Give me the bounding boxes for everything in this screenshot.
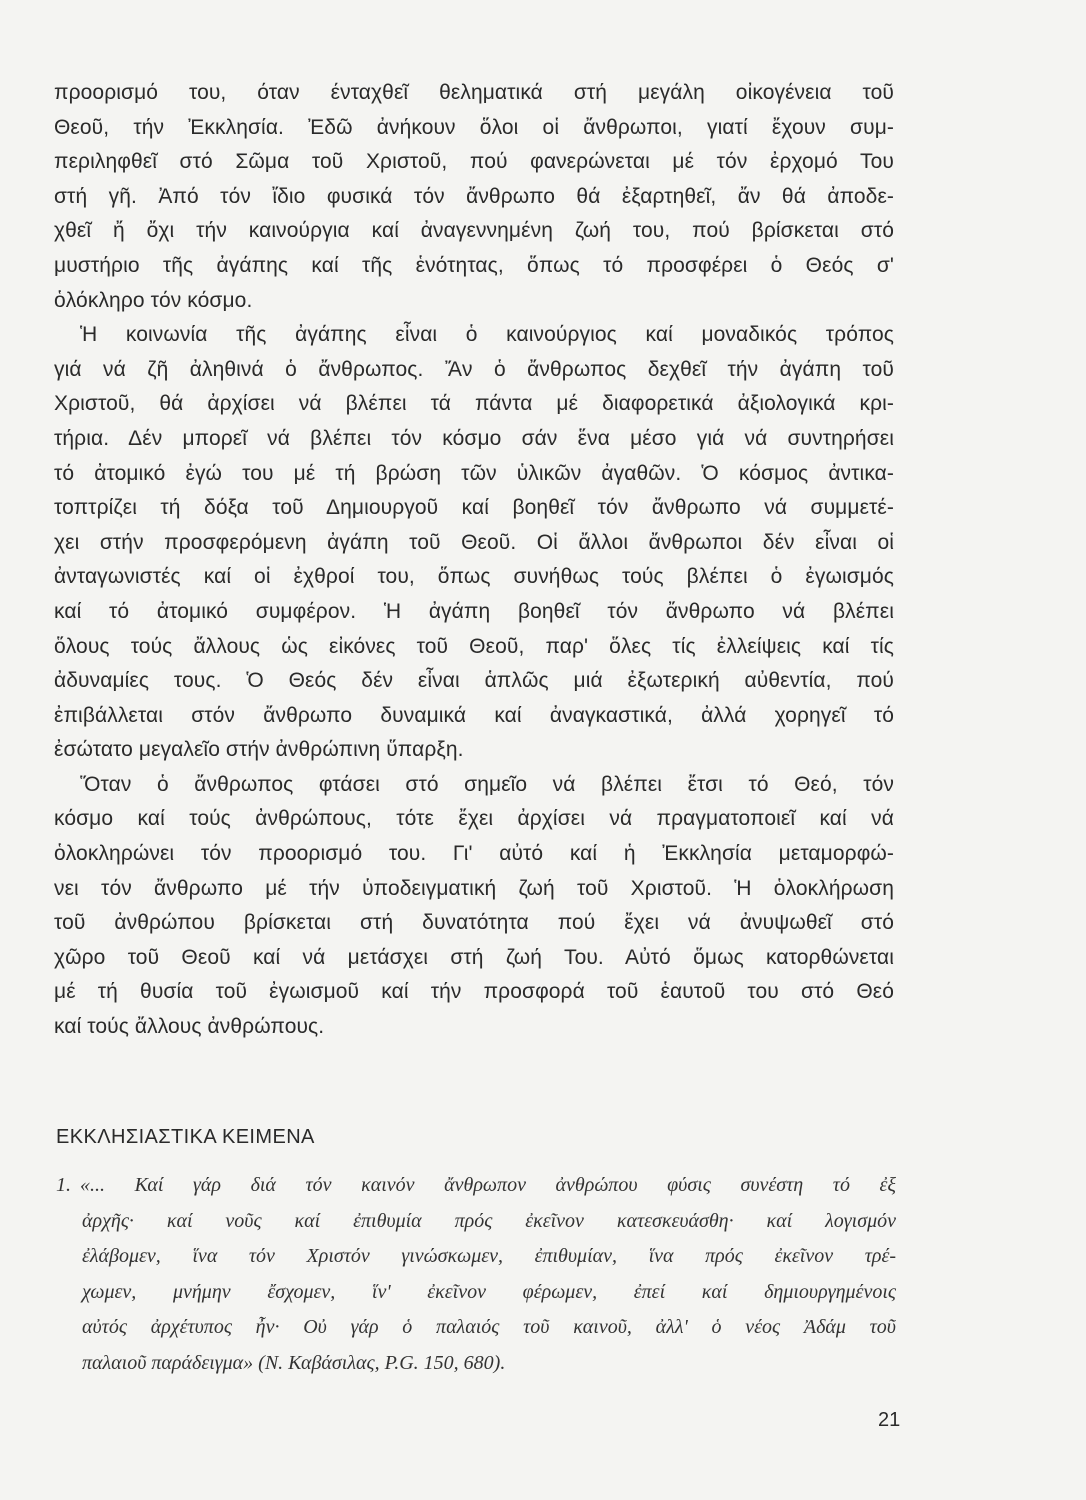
paragraph-line: τοπτρίζει τή δόξα τοῦ Δημιουργοῦ καί βοηθεῖ τόν ἄνθρωπο νά συμμετέ- <box>54 496 894 520</box>
quote-line-text: «... Καί γάρ διά τόν καινόν ἄνθρωπον ἀνθρώπου φύσις συνέστη τό ἐξ <box>80 1174 896 1196</box>
paragraph-line: Χριστοῦ, θά ἀρχίσει νά βλέπει τά πάντα μέ διαφορετικά ἀξιολογικά κρι- <box>54 392 894 416</box>
paragraph-line: ἀνταγωνιστές καί οἱ ἐχθροί του, ὅπως συνήθως τούς βλέπει ὁ ἐγωισμός <box>54 565 894 589</box>
paragraph-line: στή γῆ. Ἀπό τόν ἴδιο φυσικά τόν ἄνθρωπο θά ἐξαρτηθεῖ, ἄν θά ἀποδε- <box>54 184 894 208</box>
paragraph-line: νει τόν ἄνθρωπο μέ τήν ὑποδειγματική ζωή τοῦ Χριστοῦ. Ἡ ὁλοκλήρωση <box>54 876 894 900</box>
paragraph-line: καί τό ἀτομικό συμφέρον. Ἡ ἀγάπη βοηθεῖ τόν ἄνθρωπο νά βλέπει <box>54 599 894 623</box>
paragraph-line: χει στήν προσφερόμενη ἀγάπη τοῦ Θεοῦ. Οἱ ἄλλοι ἄνθρωποι δέν εἶναι οἱ <box>54 530 894 554</box>
paragraph-line: Θεοῦ, τήν Ἐκκλησία. Ἐδῶ ἀνήκουν ὅλοι οἱ ἄνθρωποι, γιατί ἔχουν συμ- <box>54 115 894 139</box>
paragraph-line: γιά νά ζῆ ἀληθινά ὁ ἄνθρωπος. Ἄν ὁ ἄνθρωπος δεχθεῖ τήν ἀγάπη τοῦ <box>54 357 894 381</box>
paragraph-line: μέ τή θυσία τοῦ ἐγωισμοῦ καί τήν προσφορά τοῦ ἑαυτοῦ του στό Θεό <box>54 980 894 1004</box>
quote-line: αὐτός ἀρχέτυπος ἦν· Οὐ γάρ ὁ παλαιός τοῦ καινοῦ, ἀλλ' ὁ νέος Ἀδάμ τοῦ <box>82 1316 896 1338</box>
quote-line: παλαιοῦ παράδειγμα» (Ν. Καβάσιλας, P.G. 150, 680). <box>82 1351 506 1374</box>
paragraph-line: ὁλόκληρο τόν κόσμο. <box>54 288 253 312</box>
paragraph-line: Ὅταν ὁ ἄνθρωπος φτάσει στό σημεῖο νά βλέπει ἔτσι τό Θεό, τόν <box>80 772 894 796</box>
paragraph-line: προορισμό του, όταν ένταχθεῖ θεληματικά στή μεγάλη οἰκογένεια τοῦ <box>54 81 894 104</box>
quote-line <box>56 1168 896 1204</box>
paragraph-line: καί τούς ἄλλους ἀνθρώπους. <box>54 1015 325 1039</box>
quote-number: 1. <box>56 1174 71 1196</box>
paragraph-line: Ἡ κοινωνία τῆς ἀγάπης εἶναι ὁ καινούργιος καί μοναδικός τρόπος <box>80 323 894 347</box>
paragraph-line: τοῦ ἀνθρώπου βρίσκεται στή δυνατότητα πού ἔχει νά ἀνυψωθεῖ στό <box>54 911 894 935</box>
paragraph-line: ἐσώτατο μεγαλεῖο στήν ἀνθρώπινη ὕπαρξη. <box>54 738 464 762</box>
paragraph-line: ἐπιβάλλεται στόν ἄνθρωπο δυναμικά καί ἀναγκαστικά, ἀλλά χορηγεῖ τό <box>54 703 894 727</box>
paragraph-line: κόσμο καί τούς ἀνθρώπους, τότε ἔχει ἀρχίσει νά πραγματοποιεῖ καί νά <box>54 807 894 831</box>
paragraph-line: ἀδυναμίες τους. Ὁ Θεός δέν εἶναι ἁπλῶς μιά ἐξωτερική αὐθεντία, πού <box>54 669 894 693</box>
paragraph-line: μυστήριο τῆς ἀγάπης καί τῆς ἑνότητας, ὅπως τό προσφέρει ὁ Θεός σ' <box>54 253 894 277</box>
section-heading: ΕΚΚΛΗΣΙΑΣΤΙΚΑ ΚΕΙΜΕΝΑ <box>56 1126 315 1148</box>
quote-line: ἀρχῆς· καί νοῦς καί ἐπιθυμία πρός ἐκεῖνον κατεσκευάσθη· καί λογισμόν <box>82 1209 896 1232</box>
paragraph-line: ὁλοκληρώνει τόν προορισμό του. Γι' αὐτό καί ἡ Ἐκκλησία μεταμορφώ- <box>54 842 894 866</box>
paragraph-line: τό ἀτομικό ἐγώ του μέ τή βρώση τῶν ὑλικῶν ἀγαθῶν. Ὁ κόσμος ἀντικα- <box>54 461 894 485</box>
quote-line: χωμεν, μνήμην ἔσχομεν, ἵν' ἐκεῖνον φέρωμεν, ἐπεί καί δημιουργημένοις <box>82 1280 896 1303</box>
quote-line: ἐλάβομεν, ἵνα τόν Χριστόν γινώσκωμεν, ἐπιθυμίαν, ἵνα πρός ἐκεῖνον τρέ- <box>82 1245 896 1267</box>
paragraph-line: περιληφθεῖ στό Σῶμα τοῦ Χριστοῦ, πού φανερώνεται μέ τόν ἐρχομό Του <box>54 150 894 174</box>
paragraph-line: χῶρο τοῦ Θεοῦ καί νά μετάσχει στή ζωή Του. Αὐτό ὅμως κατορθώνεται <box>54 945 894 969</box>
paragraph-line: ὅλους τούς ἄλλους ὡς εἰκόνες τοῦ Θεοῦ, παρ' ὅλες τίς ἐλλείψεις καί τίς <box>54 634 894 658</box>
paragraph-line: χθεῖ ἤ ὄχι τήν καινούργια καί ἀναγεννημένη ζωή του, πού βρίσκεται στό <box>54 219 894 243</box>
body-text <box>54 76 894 1045</box>
paragraph-line: τήρια. Δέν μπορεῖ νά βλέπει τόν κόσμο σάν ἕνα μέσο γιά νά συντηρήσει <box>54 426 894 450</box>
page-number: 21 <box>878 1409 901 1431</box>
quote-block <box>56 1168 896 1381</box>
